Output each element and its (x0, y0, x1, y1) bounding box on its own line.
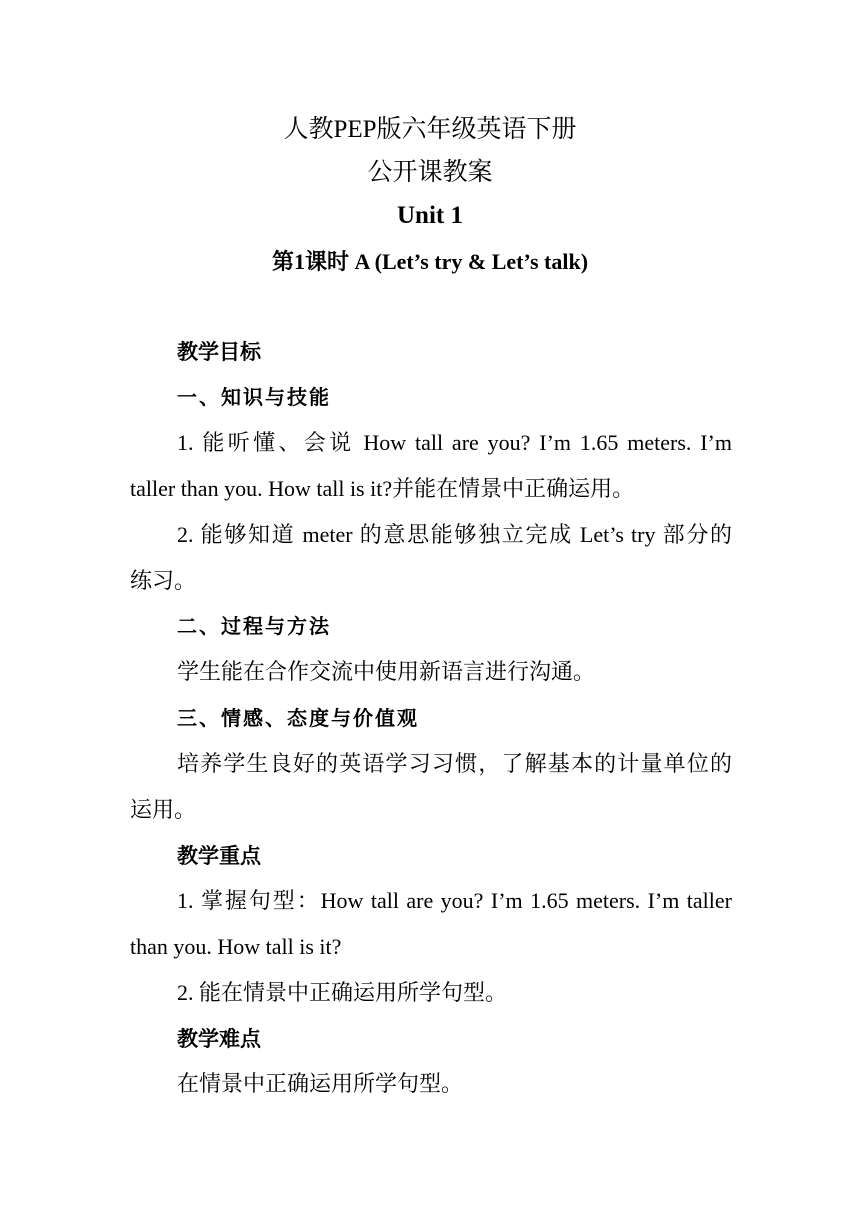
difficulties-text: 在情景中正确运用所学句型。 (177, 1071, 464, 1096)
process-method-text: 学生能在合作交流中使用新语言进行沟通。 (177, 659, 596, 684)
knowledge-item2-line1: 2. 能够知道 meter 的意思能够独立完成 Let’s try 部分的 (177, 522, 732, 547)
document-title-line1: 人教PEP版六年级英语下册 (283, 116, 577, 143)
lesson-title: 第1课时 A (Let’s try & Let’s talk) (271, 249, 589, 274)
knowledge-item2-line2: 练习。 (130, 568, 197, 593)
emotion-values-text-line2: 运用。 (130, 797, 197, 822)
knowledge-skills-heading: 一、知识与技能 (177, 385, 331, 409)
unit-title: Unit 1 (397, 202, 463, 229)
key-points-heading: 教学重点 (177, 844, 261, 868)
key-points-item1-line2: than you. How tall is it? (130, 934, 342, 959)
emotion-values-heading: 三、情感、态度与价值观 (177, 706, 419, 730)
emotion-values-text-line1: 培养学生良好的英语学习习惯，了解基本的计量单位的 (177, 751, 732, 776)
process-method-heading: 二、过程与方法 (177, 614, 331, 638)
difficulties-heading: 教学难点 (177, 1027, 261, 1051)
key-points-item2: 2. 能在情景中正确运用所学句型。 (177, 980, 508, 1005)
knowledge-item1-line2: taller than you. How tall is it?并能在情景中正确运用。 (130, 476, 635, 501)
document-title-line2: 公开课教案 (367, 159, 493, 186)
objectives-heading: 教学目标 (177, 340, 261, 364)
knowledge-item1-line1: 1. 能听懂、会说 How tall are you? I’m 1.65 meters. I’m (177, 430, 732, 455)
key-points-item1-line1: 1. 掌握句型：How tall are you? I’m 1.65 meters. I’m taller (177, 888, 732, 913)
